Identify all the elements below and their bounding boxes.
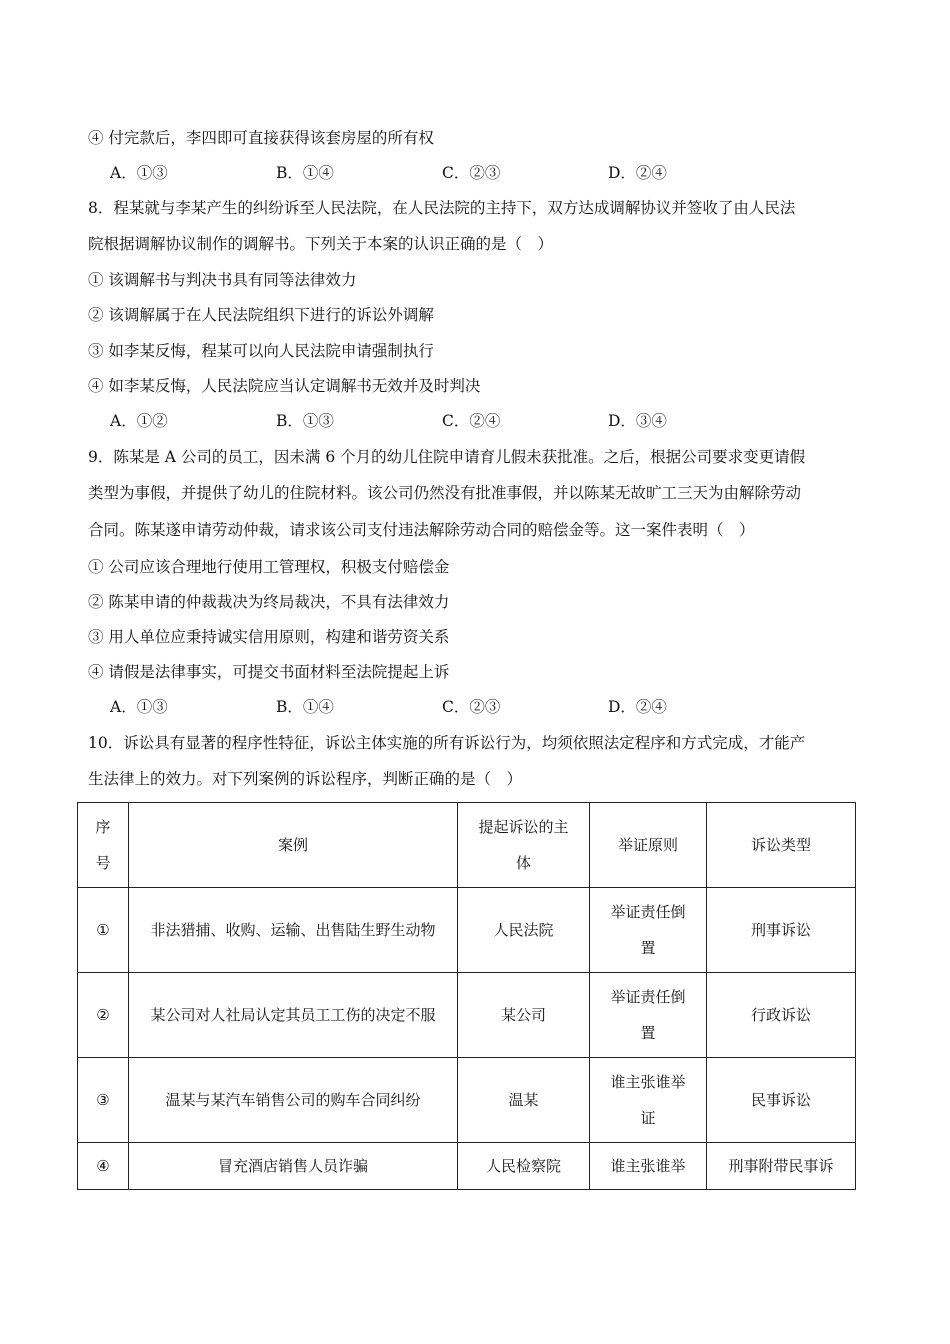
header-plaintiff: 提起诉讼的主体 (458, 803, 590, 888)
q8-item-3: ③ 如李某反悔，程某可以向人民法院申请强制执行 (88, 342, 434, 360)
q8-stem-line-2: 院根据调解协议制作的调解书。下列关于本案的认识正确的是（ ） (88, 235, 554, 253)
table-row (78, 973, 856, 1058)
row-evidence-principle: 举证责任倒置 (590, 973, 707, 1058)
row-plaintiff: 人民检察院 (458, 1143, 590, 1190)
row-case: 冒充酒店销售人员诈骗 (129, 1143, 458, 1190)
table-row (78, 1058, 856, 1143)
header-evidence-principle: 举证原则 (590, 803, 707, 888)
q9-option-a: A．①③ (110, 698, 168, 716)
q9-item-3: ③ 用人单位应秉持诚实信用原则，构建和谐劳资关系 (88, 628, 450, 646)
q9-option-b: B．①④ (276, 698, 334, 716)
table-header-row (78, 803, 856, 888)
row-litigation-type: 刑事诉讼 (707, 888, 856, 973)
row-litigation-type: 行政诉讼 (707, 973, 856, 1058)
row-evidence-principle: 谁主张谁举 (590, 1143, 707, 1190)
q10-stem-line-2: 生法律上的效力。对下列案例的诉讼程序，判断正确的是（ ） (88, 770, 523, 788)
row-plaintiff: 某公司 (458, 973, 590, 1058)
q8-option-d: D．③④ (608, 412, 667, 430)
header-index: 序号 (78, 803, 129, 888)
q7-option-b: B．①④ (276, 164, 334, 182)
row-case: 某公司对人社局认定其员工工伤的决定不服 (129, 973, 458, 1058)
q7-option-a: A．①③ (110, 164, 168, 182)
row-index: ① (78, 888, 129, 973)
row-evidence-principle: 谁主张谁举证 (590, 1058, 707, 1143)
q9-stem-line-2: 类型为事假，并提供了幼儿的住院材料。该公司仍然没有批准事假，并以陈某无故旷工三天为由解除劳动 (88, 484, 802, 502)
q9-item-4: ④ 请假是法律事实，可提交书面材料至法院提起上诉 (88, 663, 450, 681)
row-index: ③ (78, 1058, 129, 1143)
q9-options (110, 697, 774, 717)
q9-option-c: C．②③ (442, 698, 501, 716)
case-table (77, 802, 856, 1190)
q7-option-d: D．②④ (608, 164, 667, 182)
q9-item-2: ② 陈某申请的仲裁裁决为终局裁决，不具有法律效力 (88, 593, 450, 611)
row-evidence-principle: 举证责任倒置 (590, 888, 707, 973)
q8-options (110, 411, 774, 431)
row-plaintiff: 人民法院 (458, 888, 590, 973)
q7-options (110, 163, 774, 183)
q9-stem-line-3: 合同。陈某遂申请劳动仲裁，请求该公司支付违法解除劳动合同的赔偿金等。这一案件表明（ ） (88, 521, 755, 539)
header-case: 案例 (129, 803, 458, 888)
q8-item-1: ① 该调解书与判决书具有同等法律效力 (88, 271, 357, 289)
q8-stem-line-1: 8．程某就与李某产生的纠纷诉至人民法院，在人民法院的主持下，双方达成调解协议并签收了由人民法 (88, 199, 796, 217)
q9-option-d: D．②④ (608, 698, 667, 716)
row-index: ② (78, 973, 129, 1058)
row-case: 非法猎捕、收购、运输、出售陆生野生动物 (129, 888, 458, 973)
q8-item-4: ④ 如李某反悔，人民法院应当认定调解书无效并及时判决 (88, 377, 481, 395)
q7-item-4: ④ 付完款后，李四即可直接获得该套房屋的所有权 (88, 129, 434, 147)
row-litigation-type: 刑事附带民事诉 (707, 1143, 856, 1190)
q9-item-1: ① 公司应该合理地行使用工管理权，积极支付赔偿金 (88, 558, 450, 576)
q7-option-c: C．②③ (442, 164, 501, 182)
q8-option-a: A．①② (110, 412, 168, 430)
row-plaintiff: 温某 (458, 1058, 590, 1143)
q10-stem-line-1: 10．诉讼具有显著的程序性特征，诉讼主体实施的所有诉讼行为，均须依照法定程序和方式完成，才能产 (88, 734, 806, 752)
table-row (78, 1143, 856, 1190)
q8-item-2: ② 该调解属于在人民法院组织下进行的诉讼外调解 (88, 306, 434, 324)
header-litigation-type: 诉讼类型 (707, 803, 856, 888)
q8-option-b: B．①③ (276, 412, 334, 430)
row-litigation-type: 民事诉讼 (707, 1058, 856, 1143)
table-row (78, 888, 856, 973)
q9-stem-line-1: 9．陈某是 A 公司的员工，因未满 6 个月的幼儿住院申请育儿假未获批准。之后，根据公司要求变更请假 (88, 448, 806, 466)
row-index: ④ (78, 1143, 129, 1190)
q8-option-c: C．②④ (442, 412, 501, 430)
row-case: 温某与某汽车销售公司的购车合同纠纷 (129, 1058, 458, 1143)
